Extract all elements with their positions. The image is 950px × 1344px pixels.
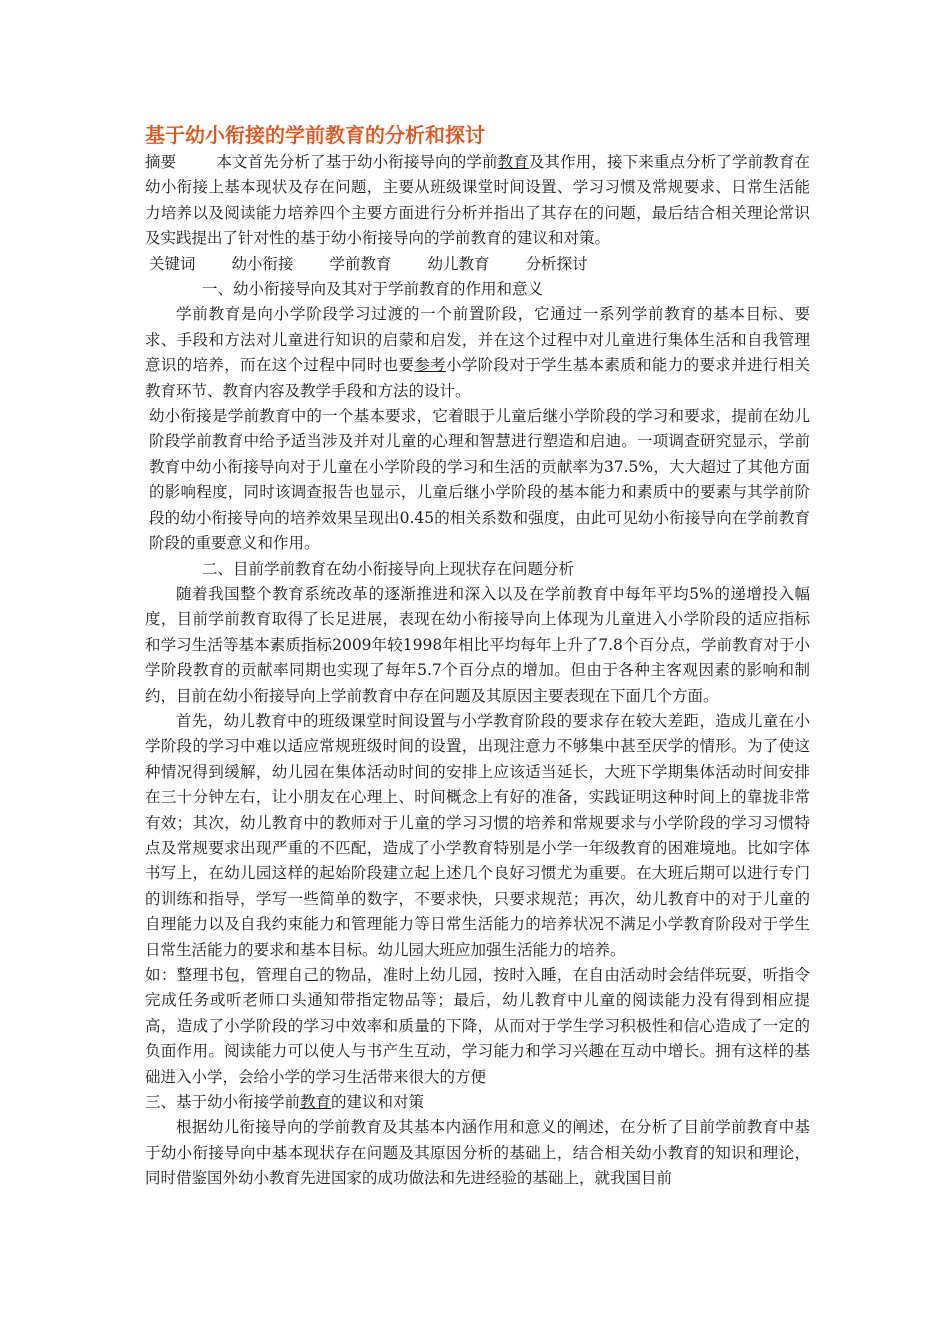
s3-heading-link-education[interactable]: 教育 [300, 1093, 332, 1112]
section-1-heading: 一、幼小衔接导向及其对于学前教育的作用和意义 [202, 280, 544, 299]
abstract-text-b: 及其作用，接下来重点分析了学前教育在幼小衔接上基本现状及存在问题，主要从班级课堂时间设置、学习习惯及常规要求、日常生活能力培养以及阅读能力培养四个主要方面进行分析并指出了其存在的问题，最后结合相关理论常识及实践提出了针对性的基于幼小衔接导向的学前教育的建议和对策。 [145, 153, 810, 248]
document-page [145, 122, 810, 1192]
section-1-paragraph-2: 幼小衔接是学前教育中的一个基本要求，它着眼于儿童后继小学阶段的学习和要求，提前在幼儿阶段学前教育中给予适当涉及并对儿童的心理和智慧进行塑造和启迪。一项调查研究显示，学前教育中幼小衔接导向对于儿童在小学阶段的学习和生活的贡献率为37.5%，大大超过了其他方面的影响程度，同时该调查报告也显示，儿童后继小学阶段的基本能力和素质中的要素与其学前阶段的幼小衔接导向的培养效果呈现出0.45的相关系数和强度，由此可见幼小衔接导向在学前教育阶段的重要意义和作用。 [149, 407, 810, 553]
abstract-link-education[interactable]: 教育 [497, 153, 529, 171]
s1-p1-text-b: 小学阶段对于学生基本素质和能力的要求并进行相关教育环节、教育内容及教学手段和方法的设计。 [145, 356, 810, 400]
keyword-item: 幼儿教育 [427, 254, 490, 273]
section-2-heading: 二、目前学前教育在幼小衔接导向上现状存在问题分析 [202, 559, 575, 578]
s3-heading-text-a: 三、基于幼小衔接学前 [145, 1093, 301, 1112]
keywords-label: 关键词 [149, 254, 196, 273]
s3-heading-text-b: 的建议和对策 [331, 1093, 425, 1112]
s1-p1-text-a: 学前教育是向小学阶段学习过渡的一个前置阶段，它通过一系列学前教育的基本目标、要求、手段和方法对儿童进行知识的启蒙和启发，并在这个过程中对儿童进行集体生活和自我管理意识的培养，而在这个过程中同时也要 [145, 305, 810, 375]
keyword-item: 幼小衔接 [231, 254, 294, 273]
section-2-paragraph-3: 如：整理书包，管理自己的物品，准时上幼儿园，按时入睡，在自由活动时会结伴玩耍，听指令完成任务或听老师口头通知带指定物品等；最后，幼儿教育中儿童的阅读能力没有得到相应提高，造成了小学阶段的学习中效率和质量的下降，从而对于学生学习积极性和信心造成了一定的负面作用。阅读能力可以使人与书产生互动，学习能力和学习兴趣在互动中增长。拥有这样的基础进入小学，会给小学的学习生活带来很大的方便 [145, 966, 810, 1086]
section-3-heading [145, 1090, 810, 1115]
abstract-paragraph [145, 150, 810, 252]
section-2-paragraph-2: 首先，幼儿教育中的班级课堂时间设置与小学教育阶段的要求存在较大差距，造成儿童在小学阶段的学习中难以适应常规班级时间的设置，出现注意力不够集中甚至厌学的情形。为了使这种情况得到缓解，幼儿园在集体活动时间的安排上应该适当延长，大班下学期集体活动时间安排在三十分钟左右，让小朋友在心理上、时间概念上有好的准备，实践证明这种时间上的靠拢非常有效；其次，幼儿教育中的教师对于儿童的学习习惯的培养和常规要求与小学阶段的学习习惯特点及常规要求出现严重的不匹配，造成了小学教育特别是小学一年级教育的困难境地。比如字体书写上，在幼儿园这样的起始阶段建立起上述几个良好习惯尤为重要。在大班后期可以进行专门的训练和指导，学写一些简单的数字，不要求快，只要求规范；再次，幼儿教育中的对于儿童的自理能力以及自我约束能力和管理能力等日常生活能力的培养状况不满足小学教育阶段对于学生日常生活能力的要求和基本目标。幼儿园大班应加强生活能力的培养。 [145, 711, 810, 959]
keyword-item: 学前教育 [329, 254, 392, 273]
abstract-label: 摘要 [145, 153, 177, 171]
abstract-text-a: 本文首先分析了基于幼小衔接导向的学前 [216, 153, 498, 171]
keyword-item: 分析探讨 [525, 254, 588, 273]
section-1-paragraph-1 [145, 302, 810, 404]
document-title: 基于幼小衔接的学前教育的分析和探讨 [145, 123, 485, 147]
section-2-paragraph-1: 随着我国整个教育系统改革的逐渐推进和深入以及在学前教育中每年平均5%的递增投入幅度，目前学前教育取得了长足进展，表现在幼小衔接导向上体现为儿童进入小学阶段的适应指标和学习生活等基本素质指标2009年较1998年相比平均每年上升了7.8个百分点，学前教育对于小学阶段教育的贡献率同期也实现了每年5.7个百分点的增加。但由于各种主客观因素的影响和制约，目前在幼小衔接导向上学前教育中存在问题及其原因主要表现在下面几个方面。 [145, 584, 810, 705]
s1-p1-link-reference[interactable]: 参考 [414, 356, 446, 375]
keywords-row [145, 252, 810, 277]
section-3-paragraph-1: 根据幼儿衔接导向的学前教育及其基本内涵作用和意义的阐述，在分析了目前学前教育中基于幼小衔接导向中基本现状存在问题及其原因分析的基础上，结合相关幼小教育的知识和理论，同时借鉴国外幼小教育先进国家的成功做法和先进经验的基础上，就我国目前 [145, 1118, 810, 1188]
